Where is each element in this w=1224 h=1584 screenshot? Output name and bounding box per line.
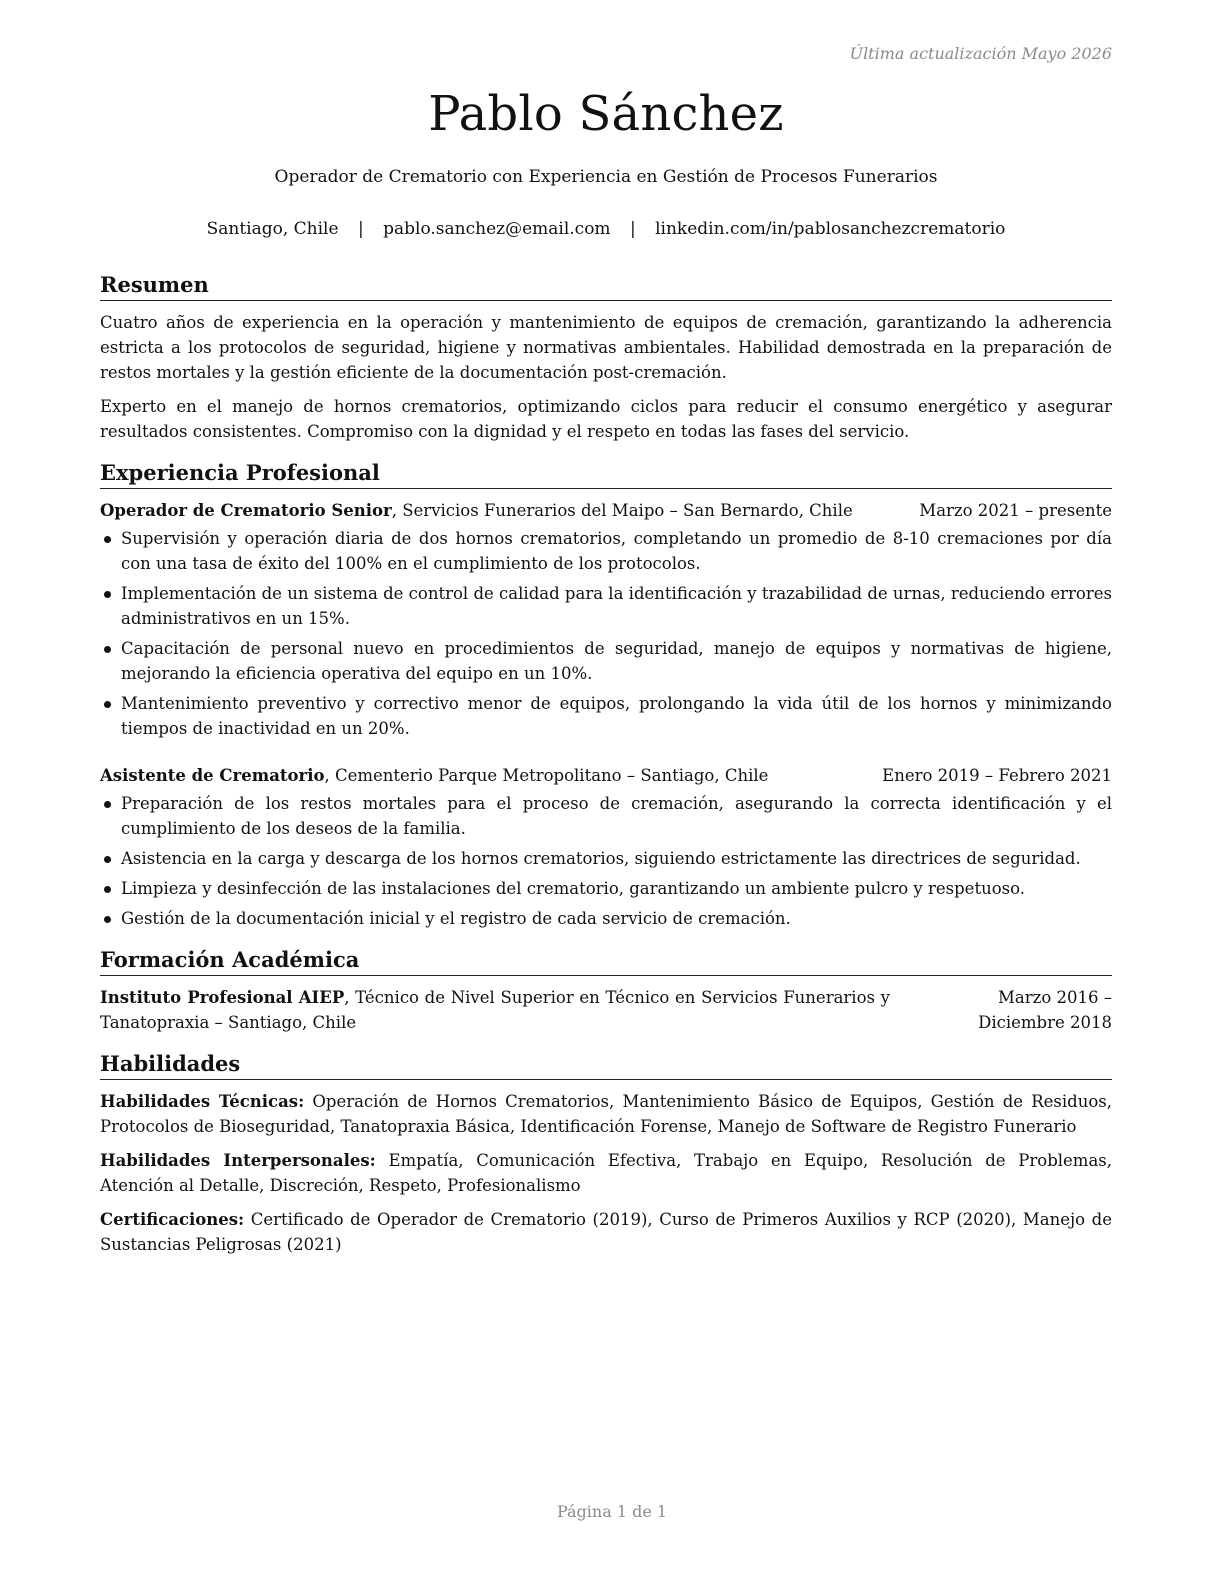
job-org: , Cementerio Parque Metropolitano – Santiago, Chile — [324, 766, 769, 785]
job-org: , Servicios Funerarios del Maipo – San Bernardo, Chile — [391, 501, 853, 520]
skill-text: Operación de Hornos Crematorios, Mantenimiento Básico de Equipos, Gestión de Residuos, Protocolos de Bioseguridad, Tanatopraxia Básica, Identificación Forense, Manejo de Software de Registro Funerario — [100, 1092, 1112, 1136]
bullet-icon — [104, 801, 111, 808]
separator: | — [629, 219, 636, 239]
bullet-text: Capacitación de personal nuevo en procedimientos de seguridad, manejo de equipos y normativas de higiene, mejorando la eficiencia operativa del equipo en un 10%. — [121, 639, 1112, 683]
job-bullets — [100, 526, 1112, 741]
degree: , Técnico de Nivel Superior en Técnico en Servicios Funerarios y Tanatopraxia – Santiago, Chile — [100, 988, 890, 1032]
job-entry — [100, 763, 1112, 931]
bullet-icon — [104, 701, 111, 708]
list-item — [100, 581, 1112, 631]
bullet-text: Mantenimiento preventivo y correctivo menor de equipos, prolongando la vida útil de los hornos y minimizando tiempos de inactividad en un 20%. — [121, 694, 1112, 738]
summary-section — [100, 270, 1112, 444]
bullet-text: Preparación de los restos mortales para el proceso de cremación, asegurando la correcta identificación y el cumplimiento de los deseos de la familia. — [121, 794, 1112, 838]
skills-section — [100, 1049, 1112, 1257]
skill-label: Certificaciones: — [100, 1210, 245, 1229]
bullet-icon — [104, 886, 111, 893]
job-header — [100, 763, 1112, 788]
bullet-text: Limpieza y desinfección de las instalaciones del crematorio, garantizando un ambiente pulcro y respetuoso. — [121, 879, 1025, 898]
skill-line — [100, 1148, 1112, 1198]
skill-line — [100, 1089, 1112, 1139]
skill-text: Certificado de Operador de Crematorio (2019), Curso de Primeros Auxilios y RCP (2020), Manejo de Sustancias Peligrosas (2021) — [100, 1210, 1112, 1254]
resume-content — [100, 270, 1112, 1271]
education-entry — [100, 985, 1112, 1035]
experience-section — [100, 458, 1112, 931]
section-title-education: Formación Académica — [100, 945, 1112, 976]
list-item — [100, 526, 1112, 576]
list-item — [100, 846, 1112, 871]
education-section — [100, 945, 1112, 1035]
job-dates: Marzo 2021 – presente — [919, 501, 1112, 520]
bullet-text: Supervisión y operación diaria de dos hornos crematorios, completando un promedio de 8-10 cremaciones por día con una tasa de éxito del 100% en el cumplimiento de los protocolos. — [121, 529, 1112, 573]
skill-label: Habilidades Técnicas: — [100, 1092, 305, 1111]
job-bullets — [100, 791, 1112, 931]
tagline: Operador de Crematorio con Experiencia en Gestión de Procesos Funerarios — [274, 167, 938, 187]
summary-paragraph: Cuatro años de experiencia en la operación y mantenimiento de equipos de cremación, garantizando la adherencia estricta a los protocolos de seguridad, higiene y normativas ambientales. Habilidad demostrada en la preparación de restos mortales y la gestión eficiente de la documentación post-cremación. — [100, 313, 1112, 382]
skill-line — [100, 1207, 1112, 1257]
summary-paragraph: Experto en el manejo de hornos crematorios, optimizando ciclos para reducir el consumo energético y asegurar resultados consistentes. Compromiso con la dignidad y el respeto en todas las fases del servicio. — [100, 397, 1112, 441]
linkedin-link[interactable]: linkedin.com/in/pablosanchezcrematorio — [655, 219, 1006, 239]
job-role: Operador de Crematorio Senior — [100, 501, 392, 520]
education-dates: Marzo 2016 – Diciembre 2018 — [978, 988, 1112, 1032]
list-item — [100, 876, 1112, 901]
job-role: Asistente de Crematorio — [100, 766, 325, 785]
bullet-icon — [104, 591, 111, 598]
bullet-text: Gestión de la documentación inicial y el registro de cada servicio de cremación. — [121, 909, 791, 928]
section-title-summary: Resumen — [100, 270, 1112, 301]
location: Santiago, Chile — [206, 219, 339, 239]
last-updated: Última actualización Mayo 2026 — [849, 44, 1112, 63]
bullet-icon — [104, 536, 111, 543]
candidate-name: Pablo Sánchez — [428, 86, 784, 142]
list-item — [100, 691, 1112, 741]
separator: | — [357, 219, 364, 239]
list-item — [100, 906, 1112, 931]
list-item — [100, 791, 1112, 841]
job-entry — [100, 498, 1112, 741]
skill-text: Empatía, Comunicación Efectiva, Trabajo en Equipo, Resolución de Problemas, Atención al Detalle, Discreción, Respeto, Profesionalismo — [100, 1151, 1112, 1195]
job-header — [100, 498, 1112, 523]
list-item — [100, 636, 1112, 686]
section-title-skills: Habilidades — [100, 1049, 1112, 1080]
job-dates: Enero 2019 – Febrero 2021 — [882, 766, 1112, 785]
bullet-text: Implementación de un sistema de control de calidad para la identificación y trazabilidad de urnas, reduciendo errores administrativos en un 15%. — [121, 584, 1112, 628]
page-number: Página 1 de 1 — [556, 1502, 668, 1521]
bullet-icon — [104, 856, 111, 863]
bullet-icon — [104, 916, 111, 923]
contact-line — [100, 219, 1112, 239]
institution: Instituto Profesional AIEP — [100, 988, 345, 1007]
bullet-text: Asistencia en la carga y descarga de los hornos crematorios, siguiendo estrictamente las directrices de seguridad. — [121, 849, 1081, 868]
section-title-experience: Experiencia Profesional — [100, 458, 1112, 489]
email-link[interactable]: pablo.sanchez@email.com — [383, 219, 611, 239]
bullet-icon — [104, 646, 111, 653]
skill-label: Habilidades Interpersonales: — [100, 1151, 376, 1170]
